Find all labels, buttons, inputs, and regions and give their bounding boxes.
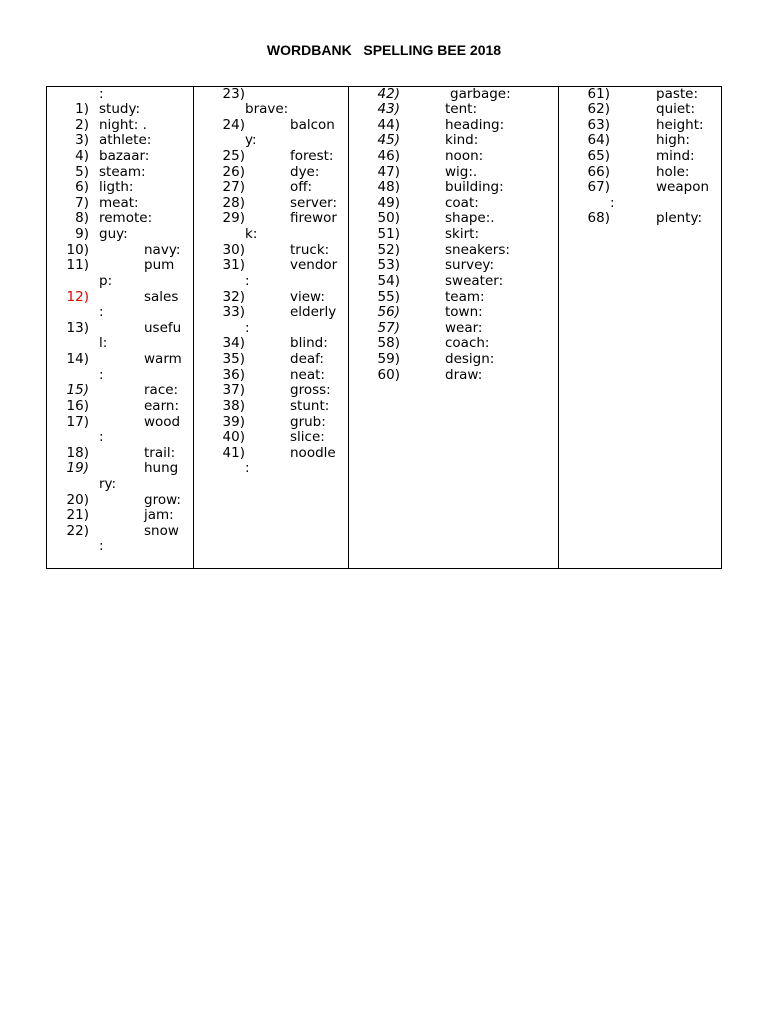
entry-number: 18) xyxy=(66,444,89,461)
entry-word: coat: xyxy=(445,194,479,211)
entry-word: shape:. xyxy=(445,210,495,227)
entry-word: trail: xyxy=(144,444,176,461)
list-item xyxy=(0,258,768,274)
entry-word: l: xyxy=(99,335,108,352)
entry-word: grow: xyxy=(144,491,181,508)
entry-number: 13) xyxy=(66,319,89,336)
entry-word: off: xyxy=(290,179,313,196)
list-item xyxy=(0,383,768,399)
entry-word: neat: xyxy=(290,366,325,383)
entry-number: 63) xyxy=(587,116,610,133)
entry-number: 68) xyxy=(587,210,610,227)
entry-number: 24) xyxy=(222,116,245,133)
list-item xyxy=(0,133,768,149)
list-item xyxy=(0,180,768,196)
list-item xyxy=(0,446,768,462)
entry-word: heading: xyxy=(445,116,505,133)
entry-number: 29) xyxy=(222,210,245,227)
entry-word: warm xyxy=(144,351,182,368)
entry-word: remote: xyxy=(99,210,153,227)
list-item xyxy=(0,461,768,477)
entry-number: 5) xyxy=(75,163,89,180)
list-item xyxy=(0,305,768,321)
entry-word: pum xyxy=(144,257,175,274)
entry-number: 61) xyxy=(587,85,610,102)
entry-number: 37) xyxy=(222,382,245,399)
entry-word: noon: xyxy=(445,147,484,164)
entry-word: : xyxy=(245,272,250,289)
entry-number: 50) xyxy=(377,210,400,227)
entry-word: vendor xyxy=(290,257,338,274)
entry-number: 1) xyxy=(75,101,89,118)
list-item xyxy=(0,399,768,415)
entry-word: : xyxy=(99,366,104,383)
list-item xyxy=(0,508,768,524)
entry-word: jam: xyxy=(144,507,174,524)
entry-word: hung xyxy=(144,460,179,477)
entry-word: deaf: xyxy=(290,351,324,368)
entry-number: 8) xyxy=(75,210,89,227)
list-item xyxy=(0,102,768,118)
entry-number: 9) xyxy=(75,226,89,243)
entry-number: 16) xyxy=(66,397,89,414)
entry-word: dye: xyxy=(290,163,320,180)
entry-number: 19) xyxy=(66,460,89,477)
entry-number: 27) xyxy=(222,179,245,196)
entry-number: 51) xyxy=(377,226,400,243)
entry-word: quiet: xyxy=(656,101,696,118)
page-title: WORDBANK SPELLING BEE 2018 xyxy=(266,42,502,58)
entry-number: 44) xyxy=(377,116,400,133)
entry-number: 60) xyxy=(377,366,400,383)
entry-number: 14) xyxy=(66,351,89,368)
entry-word: bazaar: xyxy=(99,147,150,164)
entry-word: wig:. xyxy=(445,163,478,180)
entry-number: 20) xyxy=(66,491,89,508)
entry-word: noodle xyxy=(290,444,336,461)
entry-word: slice: xyxy=(290,429,325,446)
entry-number: 4) xyxy=(75,147,89,164)
list-item xyxy=(0,336,768,352)
entry-word: grub: xyxy=(290,413,326,430)
entry-word: athlete: xyxy=(99,132,152,149)
entry-word: earn: xyxy=(144,397,179,414)
entry-word: ligth: xyxy=(99,179,134,196)
entry-number: 26) xyxy=(222,163,245,180)
list-item xyxy=(0,165,768,181)
entry-number: 25) xyxy=(222,147,245,164)
list-item xyxy=(0,196,768,212)
entry-number: 42) xyxy=(377,85,400,102)
entry-word: wood xyxy=(144,413,181,430)
entry-word: night: . xyxy=(99,116,147,133)
entry-number: 67) xyxy=(587,179,610,196)
entry-number: 45) xyxy=(377,132,400,149)
list-item xyxy=(0,211,768,227)
entry-word: : xyxy=(99,85,104,102)
entry-word: steam: xyxy=(99,163,146,180)
entry-number: 28) xyxy=(222,194,245,211)
entry-word: garbage: xyxy=(450,85,511,102)
entry-word: survey: xyxy=(445,257,494,274)
entry-word: sweater: xyxy=(445,272,504,289)
entry-word: coach: xyxy=(445,335,490,352)
entry-word: building: xyxy=(445,179,504,196)
entry-word: mind: xyxy=(656,147,695,164)
entry-word: blind: xyxy=(290,335,328,352)
list-item xyxy=(0,243,768,259)
entry-number: 12) xyxy=(66,288,89,305)
entry-word: truck: xyxy=(290,241,330,258)
entry-number: 32) xyxy=(222,288,245,305)
entry-number: 34) xyxy=(222,335,245,352)
list-item xyxy=(0,227,768,243)
entry-word: gross: xyxy=(290,382,331,399)
entry-word: p: xyxy=(99,272,113,289)
entry-word: : xyxy=(99,304,104,321)
entry-word: navy: xyxy=(144,241,181,258)
entry-word: plenty: xyxy=(656,210,703,227)
entry-number: 7) xyxy=(75,194,89,211)
entry-word: sneakers: xyxy=(445,241,510,258)
entry-number: 15) xyxy=(66,382,89,399)
list-item xyxy=(0,87,768,103)
list-item xyxy=(0,321,768,337)
entry-word: high: xyxy=(656,132,690,149)
entry-word: stunt: xyxy=(290,397,330,414)
entry-number: 3) xyxy=(75,132,89,149)
entry-number: 35) xyxy=(222,351,245,368)
list-item xyxy=(0,149,768,165)
entry-number: 64) xyxy=(587,132,610,149)
entry-number: 46) xyxy=(377,147,400,164)
list-item xyxy=(0,118,768,134)
entry-word: k: xyxy=(245,226,258,243)
entry-word: y: xyxy=(245,132,257,149)
entry-number: 21) xyxy=(66,507,89,524)
entry-number: 49) xyxy=(377,194,400,211)
entry-number: 22) xyxy=(66,522,89,539)
entry-word: skirt: xyxy=(445,226,479,243)
entry-word: usefu xyxy=(144,319,182,336)
entry-number: 43) xyxy=(377,101,400,118)
list-item xyxy=(0,415,768,431)
list-item xyxy=(0,493,768,509)
entry-number: 41) xyxy=(222,444,245,461)
entry-number: 17) xyxy=(66,413,89,430)
entry-word: height: xyxy=(656,116,704,133)
entry-word: view: xyxy=(290,288,325,305)
entry-word: forest: xyxy=(290,147,334,164)
entry-word: brave: xyxy=(245,101,289,118)
entry-word: elderly xyxy=(290,304,337,321)
entry-word: : xyxy=(99,429,104,446)
entry-word: ry: xyxy=(99,476,117,492)
entry-word: meat: xyxy=(99,194,139,211)
entry-number: 36) xyxy=(222,366,245,383)
entry-number: 52) xyxy=(377,241,400,258)
entry-number: 39) xyxy=(222,413,245,430)
entry-number: 23) xyxy=(222,85,245,102)
entry-number: 11) xyxy=(66,257,89,274)
entry-number: 54) xyxy=(377,272,400,289)
entry-word: draw: xyxy=(445,366,483,383)
entry-word: hole: xyxy=(656,163,690,180)
entry-number: 56) xyxy=(377,304,400,321)
list-item xyxy=(0,477,768,493)
entry-number: 66) xyxy=(587,163,610,180)
entry-word: server: xyxy=(290,194,338,211)
entry-word: : xyxy=(610,194,615,211)
entry-number: 62) xyxy=(587,101,610,118)
entry-word: : xyxy=(99,538,104,555)
entry-word: paste: xyxy=(656,85,699,102)
list-item xyxy=(0,290,768,306)
entry-word: : xyxy=(245,460,250,477)
entry-number: 57) xyxy=(377,319,400,336)
list-item xyxy=(0,368,768,384)
entry-word: sales xyxy=(144,288,179,305)
entry-number: 65) xyxy=(587,147,610,164)
entry-number: 40) xyxy=(222,429,245,446)
entry-number: 47) xyxy=(377,163,400,180)
entry-word: : xyxy=(245,319,250,336)
entry-word: tent: xyxy=(445,101,477,118)
entry-number: 33) xyxy=(222,304,245,321)
entry-number: 48) xyxy=(377,179,400,196)
entry-word: team: xyxy=(445,288,485,305)
entry-word: design: xyxy=(445,351,495,368)
list-item xyxy=(0,274,768,290)
entry-number: 59) xyxy=(377,351,400,368)
entry-word: balcon xyxy=(290,116,335,133)
entry-word: wear: xyxy=(445,319,483,336)
entry-number: 53) xyxy=(377,257,400,274)
entry-number: 30) xyxy=(222,241,245,258)
entry-number: 38) xyxy=(222,397,245,414)
entry-word: snow xyxy=(144,522,179,539)
entry-word: guy: xyxy=(99,226,128,243)
list-item xyxy=(0,539,768,555)
entry-word: town: xyxy=(445,304,483,321)
entry-number: 55) xyxy=(377,288,400,305)
list-item xyxy=(0,524,768,540)
entry-word: weapon xyxy=(656,179,710,196)
entry-number: 6) xyxy=(75,179,89,196)
entry-number: 58) xyxy=(377,335,400,352)
entry-number: 10) xyxy=(66,241,89,258)
entry-word: race: xyxy=(144,382,179,399)
entry-number: 2) xyxy=(75,116,89,133)
list-item xyxy=(0,352,768,368)
entry-number: 31) xyxy=(222,257,245,274)
entry-word: firewor xyxy=(290,210,337,227)
list-item xyxy=(0,430,768,446)
entry-word: kind: xyxy=(445,132,479,149)
entry-word: study: xyxy=(99,101,141,118)
